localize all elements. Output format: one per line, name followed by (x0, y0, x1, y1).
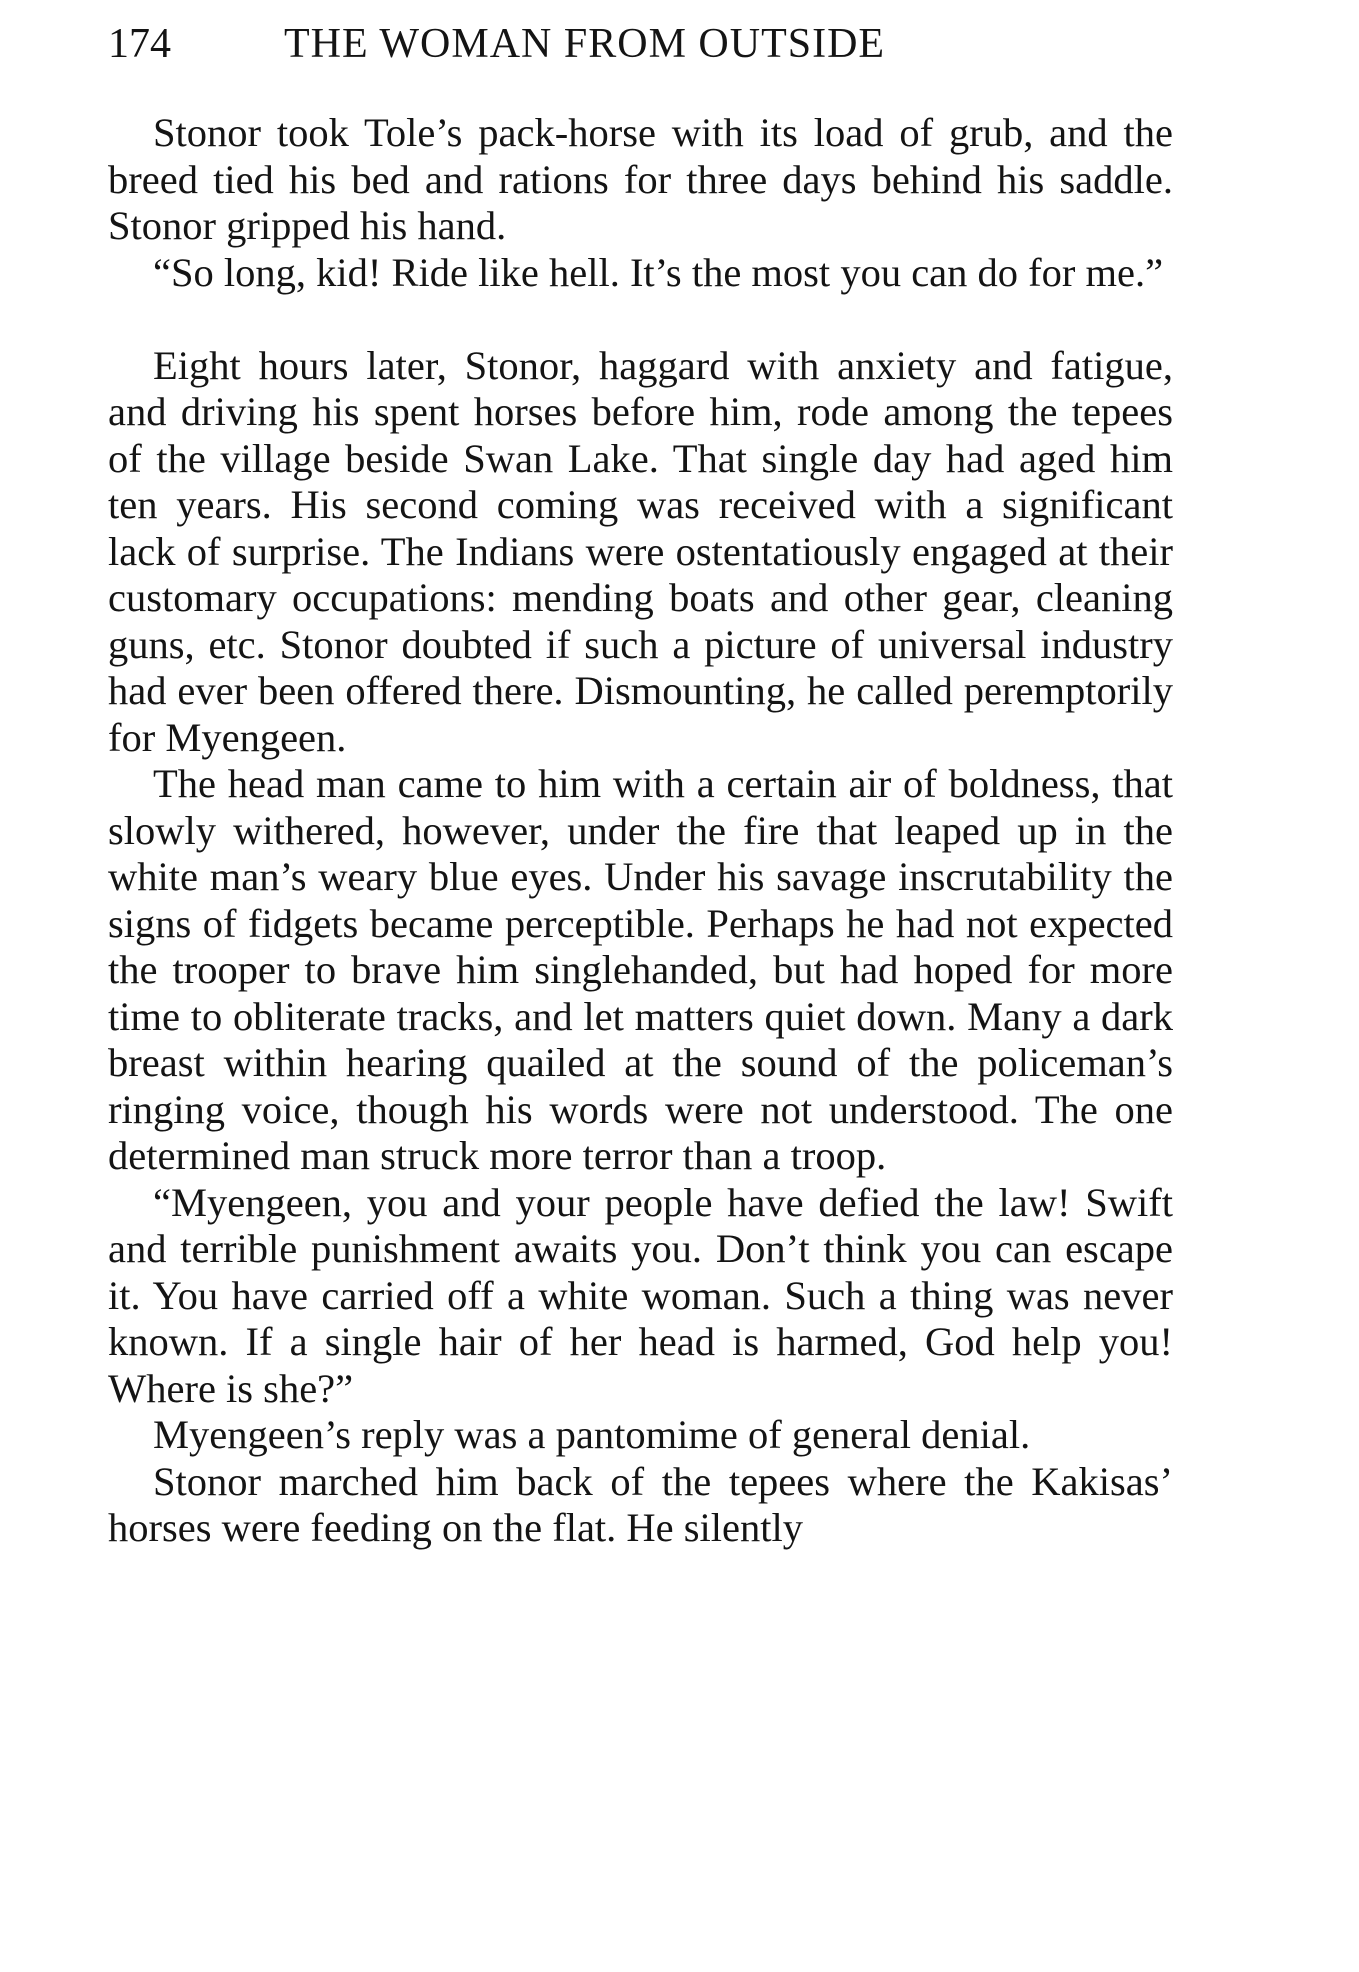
running-title: THE WOMAN FROM OUTSIDE (284, 21, 886, 67)
paragraph: Myengeen’s reply was a pantomime of general denial. (153, 1412, 1031, 1457)
paragraph: “So long, kid! Ride like hell. It’s the most you can do for me.” (153, 249, 1164, 295)
page-number: 174 (108, 21, 171, 67)
paragraph: Eight hours later, Stonor, haggard with anxiety and fatigue, and driving his spent horses before him, rode among the tepees of the village beside Swan Lake. That single day had aged him ten years. His second coming was received with a significant lack of surprise. The Indians were ostentatiously engaged at their customary occupations: mending boats and other gear, cleaning guns, etc. Stonor doubted if such a picture of universal industry had ever been offered there. Dismounting, he called peremptorily for Myengeen. (108, 342, 1173, 760)
paragraph: The head man came to him with a certain air of boldness, that slowly withered, however, under the fire that leaped up in the white man’s weary blue eyes. Under his savage inscrutability the signs of fidgets became perceptible. Perhaps he had not expected the trooper to brave him singlehanded, but had hoped for more time to obliterate tracks, and let matters quiet down. Many a dark breast within hearing quailed at the sound of the policeman’s ringing voice, though his words were not understood. The one determined man struck more terror than a troop. (108, 761, 1173, 1178)
paragraph: “Myengeen, you and your people have defied the law! Swift and terrible punishment awaits you. Don’t think you can escape it. You have carried off a white woman. Such a thing was never known. If a single hair of her head is harmed, God help you! Where is she?” (108, 1179, 1173, 1411)
page-header (108, 14, 988, 74)
paragraph: Stonor marched him back of the tepees where the Kakisas’ horses were feeding on the flat. He silently (108, 1458, 1173, 1550)
body-text (108, 110, 1173, 1552)
paragraph: Stonor took Tole’s pack-horse with its load of grub, and the breed tied his bed and rations for three days behind his saddle. Stonor gripped his hand. (108, 110, 1173, 248)
